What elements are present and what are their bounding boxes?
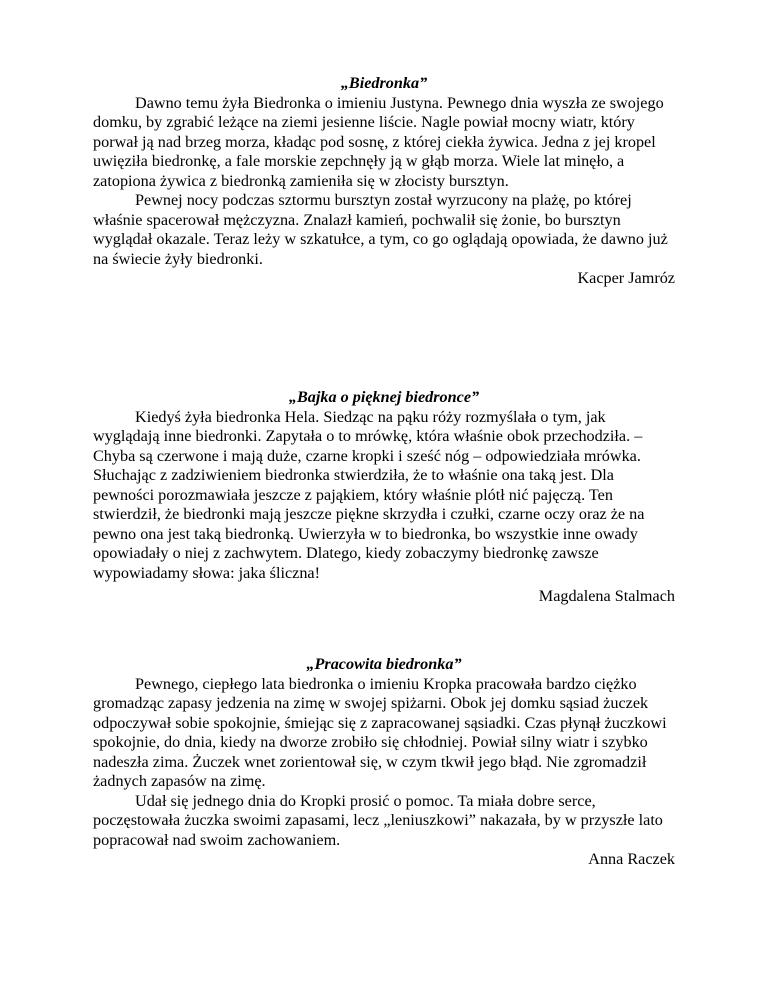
story-biedronka xyxy=(93,74,675,289)
story-bajka-o-pieknej-biedronce xyxy=(93,388,675,607)
story-author: Anna Raczek xyxy=(588,850,675,868)
story-paragraph: Kiedyś żyła biedronka Hela. Siedząc na pąku róży rozmyślała o tym, jak wyglądają inne biedronki. Zapytała o to mrówkę, która właśnie obok przechodziła. – Chyba są czerwone i mają duże, czarne kropki i sześć nóg – odpowiedziała mrówka. Słuchając z zadziwieniem biedronka stwierdziła, że to właśnie ona taką jest. Dla pewności porozmawiała jeszcze z pająkiem, który właśnie plótł nić pajęczą. Ten stwierdził, że biedronki mają jeszcze piękne skrzydła i czułki, czarne oczy oraz że na pewno ona jest taką biedronką. Uwierzyła w to biedronka, bo wszystkie inne owady opowiadały o niej z zachwytem. Dlatego, kiedy zobaczymy biedronkę zawsze wypowiadamy słowa: jaka śliczna! xyxy=(93,407,645,582)
story-paragraph: Dawno temu żyła Biedronka o imieniu Justyna. Pewnego dnia wyszła ze swojego domku, by zgrabić leżące na ziemi jesienne liście. Nagle powiał mocny wiatr, który porwał ją nad brzeg morza, kładąc pod sosnę, z której ciekła żywica. Jedna z jej kropel uwięziła biedronkę, a fale morskie zepchnęły ją w głąb morza. Wiele lat minęło, a zatopiona żywica z biedronką zamieniła się w złocisty bursztyn. xyxy=(93,93,664,190)
story-title: „Biedronka” xyxy=(340,74,428,92)
story-paragraph: Pewnego, ciepłego lata biedronka o imieniu Kropka pracowała bardzo ciężko gromadząc zapasy jedzenia na zimę w swojej spiżarni. Obok jej domku sąsiad żuczek odpoczywał sobie spokojnie, śmiejąc się z zapracowanej sąsiadki. Czas płynął żuczkowi spokojnie, do dnia, kiedy na dworze zrobiło się chłodniej. Powiał silny wiatr i szybko nadeszła zima. Żuczek wnet zorientował się, w czym tkwił jego błąd. Nie zgromadził żadnych zapasów na zimę. xyxy=(93,674,667,790)
story-paragraph: Pewnej nocy podczas sztormu bursztyn został wyrzucony na plażę, po której właśnie spacerował mężczyzna. Znalazł kamień, pochwalił się żonie, bo bursztyn wyglądał okazale. Teraz leży w szkatułce, a tym, co go oglądają opowiada, że dawno już na świecie żyły biedronki. xyxy=(93,191,668,268)
story-pracowita-biedronka xyxy=(93,655,675,870)
story-paragraph: Udał się jednego dnia do Kropki prosić o pomoc. Ta miała dobre serce, poczęstowała żuczka swoimi zapasami, lecz „leniuszkowi” nakazała, by w przyszłe lato popracował nad swoim zachowaniem. xyxy=(93,791,663,849)
story-title: „Pracowita biedronka” xyxy=(306,655,462,673)
story-title: „Bajka o pięknej biedronce” xyxy=(288,388,480,406)
story-author: Kacper Jamróz xyxy=(577,269,675,287)
story-author: Magdalena Stalmach xyxy=(538,587,675,605)
